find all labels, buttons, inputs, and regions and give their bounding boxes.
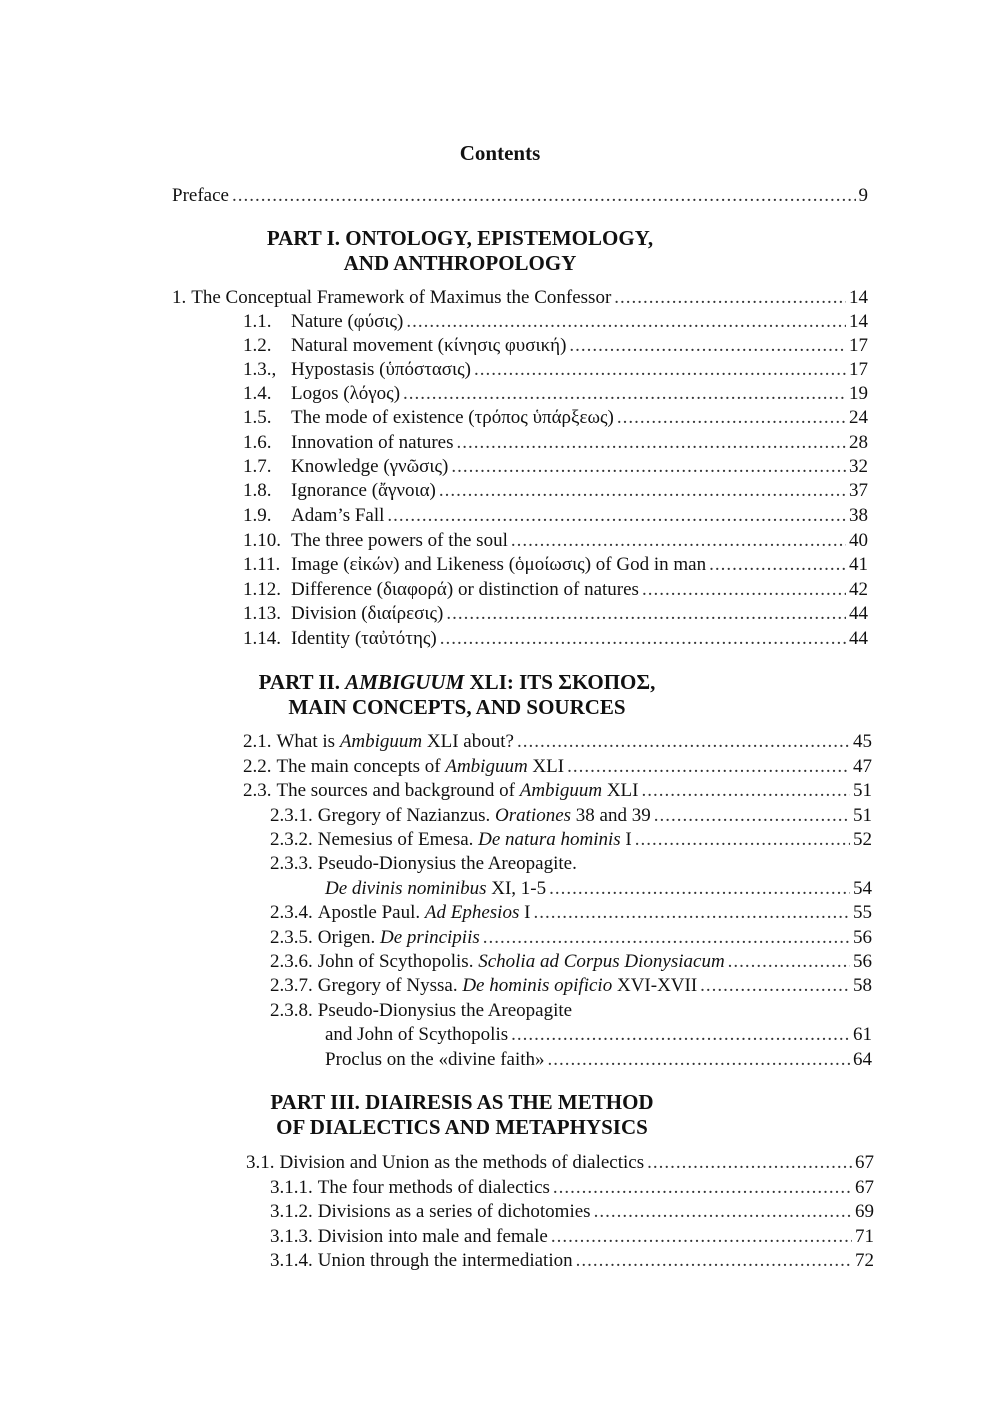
- toc-entry-italic-title: De natura hominis: [478, 829, 621, 850]
- toc-entry-label: [243, 730, 514, 754]
- toc-entry-number: 3.1.: [246, 1152, 275, 1173]
- toc-entry-number: 2.1.: [243, 731, 272, 752]
- toc-page-number: 28: [849, 432, 868, 453]
- toc-entry-number: 1.4.: [243, 383, 272, 404]
- toc-entry[interactable]: [325, 877, 872, 901]
- toc-entry-label: [243, 578, 639, 602]
- toc-entry-title: Origen.: [317, 927, 381, 948]
- toc-entry-label: [270, 828, 632, 852]
- toc-entry-title: Gregory of Nyssa.: [317, 975, 463, 996]
- toc-entry-label: [270, 852, 577, 876]
- toc-entry-suffix: XLI: [602, 780, 639, 801]
- toc-entry-suffix: I: [519, 902, 531, 923]
- leader-dots: [483, 926, 850, 950]
- toc-entry-label: [270, 926, 480, 950]
- toc-entry-italic-title: Ambiguum: [339, 731, 423, 752]
- leader-dots: [232, 184, 856, 208]
- toc-page-number: 58: [853, 975, 872, 996]
- toc-entry-number: 2.3.3.: [270, 853, 313, 874]
- toc-page-number: 51: [853, 805, 872, 826]
- toc-entry[interactable]: [243, 431, 868, 455]
- toc-entry-label: [243, 406, 614, 430]
- toc-entry[interactable]: [243, 602, 868, 626]
- toc-entry-label: [243, 358, 471, 382]
- toc-entry[interactable]: [243, 455, 868, 479]
- toc-entry-italic-title: Ambiguum: [519, 780, 603, 801]
- toc-entry-label: [243, 779, 638, 803]
- toc-page-number: 14: [849, 287, 868, 308]
- leader-dots: [457, 431, 846, 455]
- toc-entry[interactable]: [270, 828, 872, 852]
- toc-entry[interactable]: [270, 901, 872, 925]
- toc-page-number: 64: [853, 1049, 872, 1070]
- toc-entry-title: Proclus on the «divine faith»: [325, 1049, 545, 1070]
- toc-entry-title: Pseudo-Dionysius the Areopagite.: [317, 853, 577, 874]
- toc-entry-number: 1.3.,: [243, 359, 277, 380]
- leader-dots: [551, 1225, 852, 1249]
- toc-entry-suffix: XVI-XVII: [612, 975, 698, 996]
- toc-entry-italic-title: De divinis nominibus: [325, 878, 487, 899]
- toc-entry-label: [270, 804, 651, 828]
- toc-entry-number: 2.3.2.: [270, 829, 313, 850]
- toc-entry[interactable]: [270, 1249, 874, 1273]
- part-heading-line: AND ANTHROPOLOGY: [343, 251, 577, 275]
- toc-entry-title: Divisions as a series of dichotomies: [317, 1201, 591, 1222]
- leader-dots: [700, 974, 850, 998]
- toc-page-number: 9: [858, 185, 868, 206]
- toc-entry-label: [243, 553, 706, 577]
- leader-dots: [569, 334, 846, 358]
- part-heading-line: PART II. AMBIGUUM XLI: ITS ΣΚΟΠΟΣ,: [258, 670, 656, 694]
- toc-entry-number: 1.7.: [243, 456, 272, 477]
- toc-page-number: 71: [855, 1226, 874, 1247]
- toc-page-number: 24: [849, 407, 868, 428]
- toc-entry[interactable]: [270, 804, 872, 828]
- toc-entry-label: [243, 334, 566, 358]
- toc-entry[interactable]: [243, 504, 868, 528]
- toc-entry-label: [243, 431, 454, 455]
- toc-entry-label: [270, 1249, 573, 1273]
- toc-entry-title: Adam’s Fall: [291, 505, 385, 526]
- leader-dots: [387, 504, 846, 528]
- leader-dots: [709, 553, 846, 577]
- toc-page-number: 56: [853, 951, 872, 972]
- toc-entry-title: Division into male and female: [317, 1226, 548, 1247]
- leader-dots: [614, 286, 846, 310]
- toc-entry[interactable]: [243, 730, 872, 754]
- part-heading-1: [0, 226, 960, 276]
- toc-entry-label: [270, 950, 725, 974]
- toc-entry-title: Logos (λόγος): [291, 383, 401, 404]
- toc-entry[interactable]: [243, 755, 872, 779]
- toc-entry-number: 2.3.1.: [270, 805, 313, 826]
- toc-entry-number: 2.3.7.: [270, 975, 313, 996]
- toc-entry-number: 1.12.: [243, 579, 281, 600]
- toc-entry-number: 2.3.8.: [270, 1000, 313, 1021]
- toc-entry-title: The four methods of dialectics: [317, 1177, 550, 1198]
- toc-page-number: 37: [849, 480, 868, 501]
- toc-page-number: 72: [855, 1250, 874, 1271]
- toc-entry-title: Union through the intermediation: [317, 1250, 573, 1271]
- toc-entry[interactable]: [270, 950, 872, 974]
- toc-entry-title: Nature (φύσις): [291, 311, 404, 332]
- leader-dots: [594, 1200, 852, 1224]
- toc-entry[interactable]: [270, 974, 872, 998]
- leader-dots: [728, 950, 850, 974]
- toc-entry-label: [325, 1023, 508, 1047]
- toc-entry-number: 2.3.4.: [270, 902, 313, 923]
- toc-entry[interactable]: [270, 1200, 874, 1224]
- toc-entry-title: The three powers of the soul: [291, 530, 508, 551]
- toc-entry-title: Gregory of Nazianzus.: [317, 805, 496, 826]
- toc-page-number: 40: [849, 530, 868, 551]
- leader-dots: [642, 578, 846, 602]
- part-heading-line: OF DIALECTICS AND METAPHYSICS: [276, 1115, 648, 1139]
- toc-entry-title: John of Scythopolis.: [317, 951, 479, 972]
- toc-entry-label: [172, 286, 611, 310]
- toc-page-number: 54: [853, 878, 872, 899]
- part-heading-line: PART I. ONTOLOGY, EPISTEMOLOGY,: [266, 226, 654, 250]
- toc-entry-title: The sources and background of: [276, 780, 520, 801]
- toc-entry[interactable]: [243, 382, 868, 406]
- toc-page-number: 61: [853, 1024, 872, 1045]
- toc-entry[interactable]: [325, 1023, 872, 1047]
- toc-entry-number: 1.5.: [243, 407, 272, 428]
- toc-entry-title: Ignorance (ἄγνοια): [291, 480, 436, 501]
- toc-entry-title: Division (διαίρεσις): [291, 603, 444, 624]
- toc-entry-number: 1.11.: [243, 554, 281, 575]
- toc-entry-number: 2.3.5.: [270, 927, 313, 948]
- toc-entry-italic-title: Ad Ephesios: [424, 902, 520, 923]
- toc-entry-number: 1.: [172, 287, 187, 308]
- toc-page-number: 38: [849, 505, 868, 526]
- leader-dots: [440, 627, 846, 651]
- toc-entry-title: Knowledge (γνῶσις): [291, 456, 449, 477]
- leader-dots: [635, 828, 850, 852]
- toc-page-number: 55: [853, 902, 872, 923]
- toc-entry-number: 1.13.: [243, 603, 281, 624]
- toc-entry-title: Natural movement (κίνησις φυσική): [291, 335, 567, 356]
- toc-entry-label: [243, 602, 443, 626]
- toc-entry-italic-title: De principiis: [380, 927, 480, 948]
- toc-entry-number: 1.2.: [243, 335, 272, 356]
- toc-entry-number: 3.1.2.: [270, 1201, 313, 1222]
- toc-entry[interactable]: [246, 1151, 874, 1175]
- toc-entry[interactable]: [325, 1048, 872, 1072]
- toc-entry-label: Preface: [172, 185, 229, 206]
- toc-entry-title: The main concepts of: [276, 756, 446, 777]
- toc-entry: [270, 852, 872, 876]
- toc-page-number: 41: [849, 554, 868, 575]
- part-heading-3: [0, 1090, 962, 1140]
- toc-entry-title: Identity (ταὐτότης): [291, 628, 437, 649]
- toc-entry-label: [325, 877, 546, 901]
- toc-page-number: 52: [853, 829, 872, 850]
- toc-entry[interactable]: [243, 406, 868, 430]
- toc-entry-number: 3.1.4.: [270, 1250, 313, 1271]
- toc-entry-label: [243, 627, 437, 651]
- toc-entry-label: [270, 1225, 548, 1249]
- toc-page-number: 32: [849, 456, 868, 477]
- part-heading-line: MAIN CONCEPTS, AND SOURCES: [288, 695, 626, 719]
- toc-entry-italic-title: De hominis opificio: [462, 975, 613, 996]
- leader-dots: [451, 455, 846, 479]
- toc-entry[interactable]: [243, 358, 868, 382]
- toc-entry-label: [270, 901, 530, 925]
- part-heading-2: [0, 670, 957, 720]
- toc-entry-title: Pseudo-Dionysius the Areopagite: [317, 1000, 573, 1021]
- toc-page-number: 44: [849, 603, 868, 624]
- toc-entry[interactable]: [243, 334, 868, 358]
- toc-entry[interactable]: [243, 529, 868, 553]
- toc-page-number: 56: [853, 927, 872, 948]
- toc-entry-title: The mode of existence (τρόπος ὑπάρξεως): [291, 407, 614, 428]
- toc-entry[interactable]: [270, 926, 872, 950]
- leader-dots: [553, 1176, 852, 1200]
- page-title: Contents: [459, 141, 541, 165]
- toc-page-number: 67: [855, 1177, 874, 1198]
- toc-entry[interactable]: [243, 553, 868, 577]
- toc-entry-number: 1.6.: [243, 432, 272, 453]
- toc-entry[interactable]: [243, 310, 868, 334]
- leader-dots: [654, 804, 850, 828]
- leader-dots: [641, 779, 850, 803]
- leader-dots: [406, 310, 846, 334]
- toc-entry-title: Nemesius of Emesa.: [317, 829, 479, 850]
- leader-dots: [517, 730, 850, 754]
- toc-page-number: 19: [849, 383, 868, 404]
- toc-entry-label: [270, 999, 572, 1023]
- toc-entry-label: [270, 1200, 591, 1224]
- toc-entry[interactable]: [243, 779, 872, 803]
- toc-entry-label: [243, 479, 436, 503]
- toc-entry-suffix: I: [620, 829, 632, 850]
- toc-entry-number: 1.14.: [243, 628, 281, 649]
- toc-entry-title: Image (εἰκών) and Likeness (ὁμοίωσις) of God in man: [291, 554, 707, 575]
- toc-entry-italic-title: Scholia ad Corpus Dionysiacum: [478, 951, 725, 972]
- toc-entry[interactable]: [172, 286, 868, 310]
- toc-entry-title: The Conceptual Framework of Maximus the Confessor: [191, 287, 612, 308]
- leader-dots: [439, 479, 846, 503]
- toc-entry-number: 2.2.: [243, 756, 272, 777]
- toc-page-number: 14: [849, 311, 868, 332]
- toc-entry-label: [243, 455, 448, 479]
- toc-entry-suffix: XI, 1-5: [486, 878, 547, 899]
- toc-entry-title: Apostle Paul.: [317, 902, 425, 923]
- toc-entry-label: [270, 1176, 550, 1200]
- toc-entry-label: [243, 755, 564, 779]
- toc-entry-label: [243, 310, 403, 334]
- toc-entry-suffix: 38 and 39: [571, 805, 651, 826]
- toc-entry-number: 2.3.6.: [270, 951, 313, 972]
- toc-entry-label: [246, 1151, 644, 1175]
- toc-entry-label: [243, 529, 508, 553]
- toc-entry[interactable]: [243, 479, 868, 503]
- toc-page-number: 47: [853, 756, 872, 777]
- leader-dots: [446, 602, 846, 626]
- toc-entry-title: What is: [276, 731, 340, 752]
- toc-entry[interactable]: [270, 1225, 874, 1249]
- toc-entry-number: 3.1.1.: [270, 1177, 313, 1198]
- leader-dots: [511, 529, 846, 553]
- leader-dots: [474, 358, 846, 382]
- leader-dots: [576, 1249, 852, 1273]
- toc-entry-title: Difference (διαφορά) or distinction of natures: [291, 579, 639, 600]
- leader-dots: [403, 382, 846, 406]
- toc-page-number: 42: [849, 579, 868, 600]
- toc-entry-italic-title: Ambiguum: [445, 756, 528, 777]
- toc-entry-number: 2.3.: [243, 780, 272, 801]
- leader-dots: [549, 877, 850, 901]
- toc-page-number: 69: [855, 1201, 874, 1222]
- toc-entry-number: 1.8.: [243, 480, 272, 501]
- toc-page-number: 44: [849, 628, 868, 649]
- toc-entry-title: Division and Union as the methods of dialectics: [279, 1152, 645, 1173]
- toc-entry[interactable]: [243, 578, 868, 602]
- toc-entry-label: [243, 382, 400, 406]
- toc-entry-preface[interactable]: [172, 184, 868, 208]
- toc-page-number: 17: [849, 359, 868, 380]
- toc-entry-title: Hypostasis (ὑπόστασις): [291, 359, 472, 380]
- toc-entry[interactable]: [270, 1176, 874, 1200]
- toc-page-number: 17: [849, 335, 868, 356]
- leader-dots: [567, 755, 850, 779]
- leader-dots: [647, 1151, 852, 1175]
- toc-entry-label: [243, 504, 384, 528]
- toc-entry-number: 3.1.3.: [270, 1226, 313, 1247]
- toc-entry-suffix: XLI about?: [422, 731, 514, 752]
- toc-entry-title: and John of Scythopolis: [325, 1024, 509, 1045]
- leader-dots: [511, 1023, 850, 1047]
- toc-entry-number: 1.1.: [243, 311, 272, 332]
- leader-dots: [548, 1048, 850, 1072]
- toc-entry-number: 1.9.: [243, 505, 272, 526]
- toc-entry-label: [325, 1048, 545, 1072]
- toc-entry[interactable]: [243, 627, 868, 651]
- toc-entry-label: [270, 974, 697, 998]
- leader-dots: [533, 901, 850, 925]
- toc-entry-number: 1.10.: [243, 530, 281, 551]
- part-heading-line: PART III. DIAIRESIS AS THE METHOD: [270, 1090, 654, 1114]
- toc-entry-italic-title: Orationes: [495, 805, 572, 826]
- toc-entry-suffix: XLI: [527, 756, 565, 777]
- toc-entry: [270, 999, 872, 1023]
- toc-page-number: 45: [853, 731, 872, 752]
- toc-page-number: 67: [855, 1152, 874, 1173]
- toc-page-number: 51: [853, 780, 872, 801]
- leader-dots: [617, 406, 846, 430]
- toc-entry-title: Innovation of natures: [291, 432, 454, 453]
